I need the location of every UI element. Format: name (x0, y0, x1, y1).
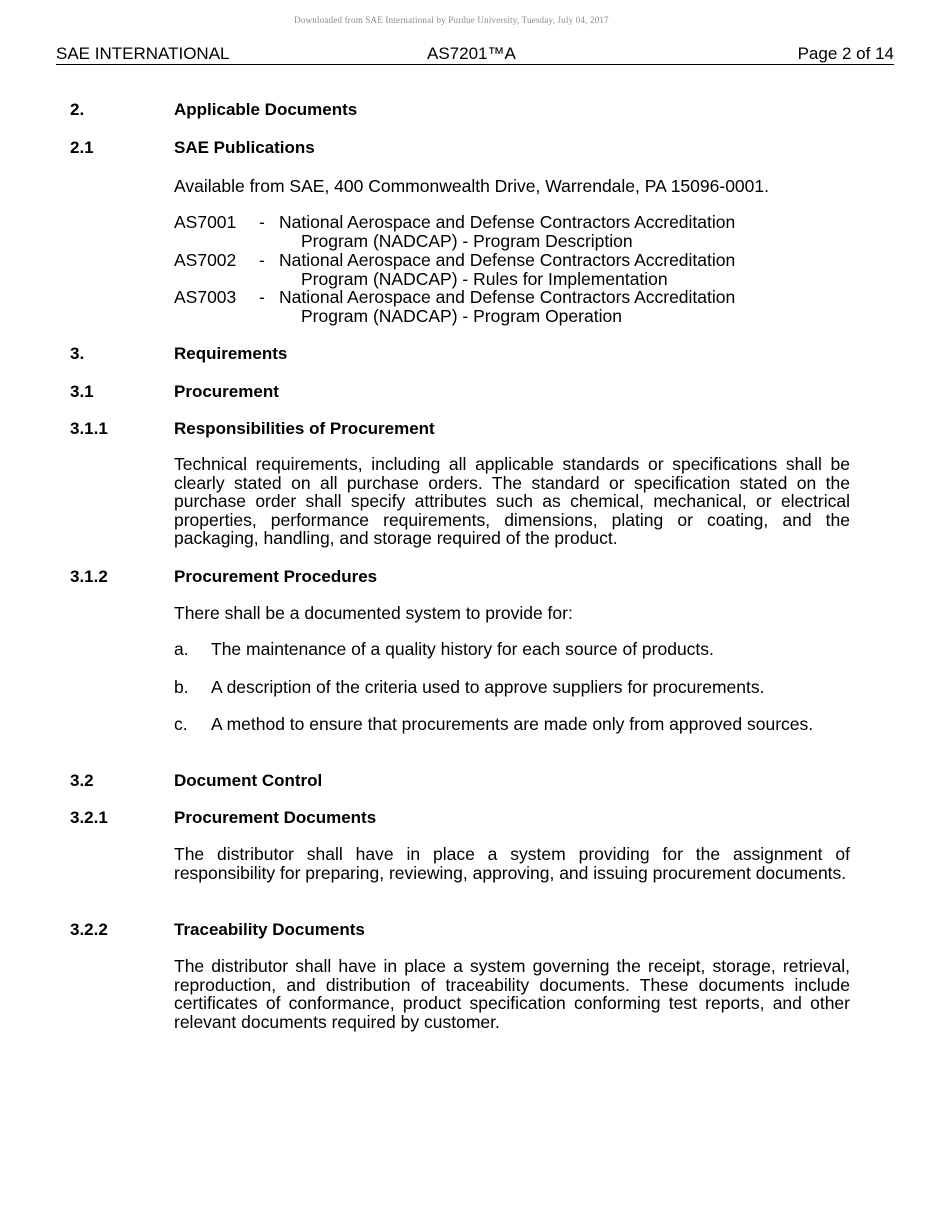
document-code: AS7003 (174, 287, 237, 307)
section-number: 3.2 (70, 771, 94, 790)
document-title-line-2: Program (NADCAP) - Program Operation (301, 306, 622, 326)
section-title: SAE Publications (174, 138, 315, 157)
section-title: Document Control (174, 771, 323, 790)
header-doc-number: AS7201™A (427, 44, 516, 63)
sae-address: Available from SAE, 400 Commonwealth Drive, Warrendale, PA 15096-0001. (174, 176, 769, 196)
section-number: 2. (70, 100, 85, 119)
section-number: 3.1 (70, 382, 94, 401)
document-title-line-1: National Aerospace and Defense Contractors Accreditation (279, 212, 736, 232)
document-title-line-1: National Aerospace and Defense Contractors Accreditation (279, 250, 736, 270)
section-number: 3.1.1 (70, 419, 108, 438)
section-number: 3.1.2 (70, 567, 108, 586)
document-dash: - (259, 250, 265, 270)
section-number: 2.1 (70, 138, 94, 157)
section-title: Procurement Procedures (174, 567, 378, 586)
document-title-line-2: Program (NADCAP) - Program Description (301, 231, 633, 251)
document-code: AS7001 (174, 212, 237, 232)
section-title: Applicable Documents (174, 100, 358, 119)
header-page-number: Page 2 of 14 (797, 44, 894, 63)
section-title: Traceability Documents (174, 920, 365, 939)
section-title: Procurement Documents (174, 808, 377, 827)
list-item-letter: b. (174, 677, 189, 697)
section-3-2-2-body: The distributor shall have in place a system governing the receipt, storage, retrieval, reproduction, and distribution of traceability documents. These documents include certificates of conformance, product specification conforming test reports, and other relevant documents required by customer. (174, 956, 850, 1032)
list-item-text: The maintenance of a quality history for each source of products. (211, 639, 714, 659)
document-code: AS7002 (174, 250, 237, 270)
document-title-line-2: Program (NADCAP) - Rules for Implementation (301, 269, 668, 289)
section-3-2-1-body: The distributor shall have in place a system providing for the assignment of responsibility for preparing, reviewing, approving, and issuing procurement documents. (174, 844, 850, 883)
section-number: 3.2.2 (70, 920, 108, 939)
page-header (56, 44, 894, 65)
document-dash: - (259, 212, 265, 232)
section-number: 3.2.1 (70, 808, 108, 827)
document-dash: - (259, 287, 265, 307)
header-org: SAE INTERNATIONAL (56, 44, 230, 63)
download-watermark: Downloaded from SAE International by Purdue University, Tuesday, July 04, 2017 (294, 15, 609, 25)
section-number: 3. (70, 344, 85, 363)
document-title-line-1: National Aerospace and Defense Contractors Accreditation (279, 287, 736, 307)
section-title: Procurement (174, 382, 279, 401)
list-item-text: A method to ensure that procurements are made only from approved sources. (211, 714, 814, 734)
list-item-text: A description of the criteria used to approve suppliers for procurements. (211, 677, 765, 697)
section-title: Requirements (174, 344, 288, 363)
section-title: Responsibilities of Procurement (174, 419, 435, 438)
section-3-1-1-body: Technical requirements, including all applicable standards or specifications shall be clearly stated on all purchase orders. The standard or specification stated on the purchase order shall specify attributes such as chemical, mechanical, or electrical properties, performance requirements, dimensions, plating or coating, and the packaging, handling, and storage required of the product. (174, 454, 850, 548)
list-item-letter: a. (174, 639, 189, 659)
list-item-letter: c. (174, 714, 188, 734)
section-3-1-2-intro: There shall be a documented system to provide for: (174, 603, 573, 623)
